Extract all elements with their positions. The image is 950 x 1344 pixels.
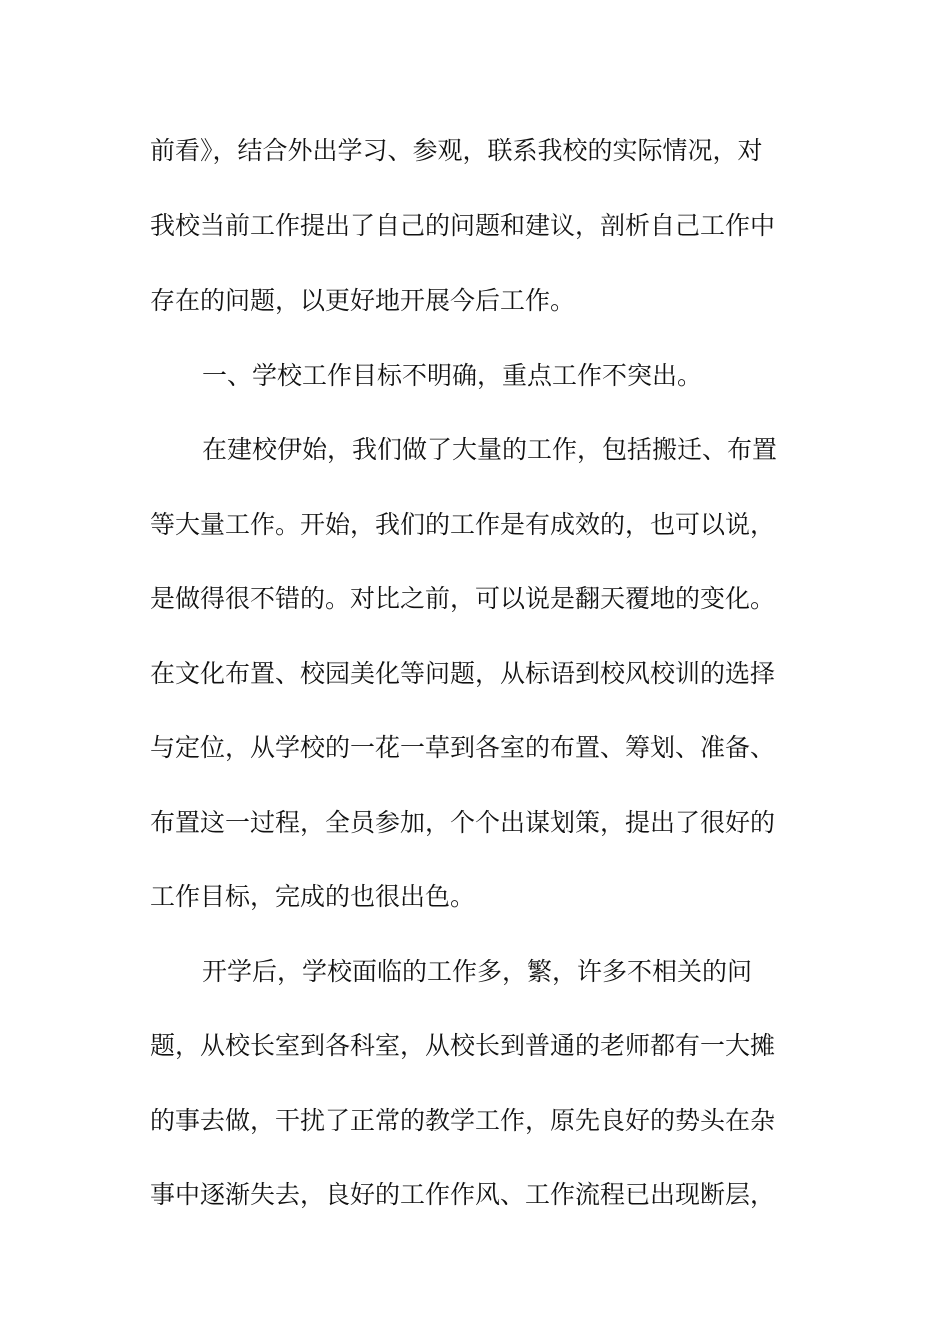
text-line-5: 在建校伊始，我们做了大量的工作，包括搬迁、布置 (202, 435, 778, 464)
text-line-12: 开学后，学校面临的工作多，繁，许多不相关的问 (202, 957, 753, 986)
text-line-9: 与定位，从学校的一花一草到各室的布置、筹划、准备、 (150, 733, 776, 762)
section-heading: 一、学校工作目标不明确，重点工作不突出。 (202, 361, 703, 390)
text-line-6: 等大量工作。开始，我们的工作是有成效的，也可以说， (150, 510, 776, 539)
text-line-1: 前看》，结合外出学习、参观，联系我校的实际情况，对 (150, 136, 763, 165)
text-line-11: 工作目标，完成的也很出色。 (150, 882, 476, 911)
text-line-15: 事中逐渐失去，良好的工作作风、工作流程已出现断层， (150, 1180, 776, 1209)
text-line-8: 在文化布置、校园美化等问题，从标语到校风校训的选择 (150, 659, 776, 688)
text-line-13: 题，从校长室到各科室，从校长到普通的老师都有一大摊 (150, 1031, 776, 1060)
text-line-10: 布置这一过程，全员参加，个个出谋划策，提出了很好的 (150, 808, 776, 837)
text-line-2: 我校当前工作提出了自己的问题和建议，剖析自己工作中 (150, 211, 776, 240)
text-line-7: 是做得很不错的。对比之前，可以说是翻天覆地的变化。 (150, 584, 776, 613)
text-line-14: 的事去做，干扰了正常的教学工作，原先良好的势头在杂 (150, 1106, 776, 1135)
text-line-3: 存在的问题，以更好地开展今后工作。 (150, 286, 576, 315)
